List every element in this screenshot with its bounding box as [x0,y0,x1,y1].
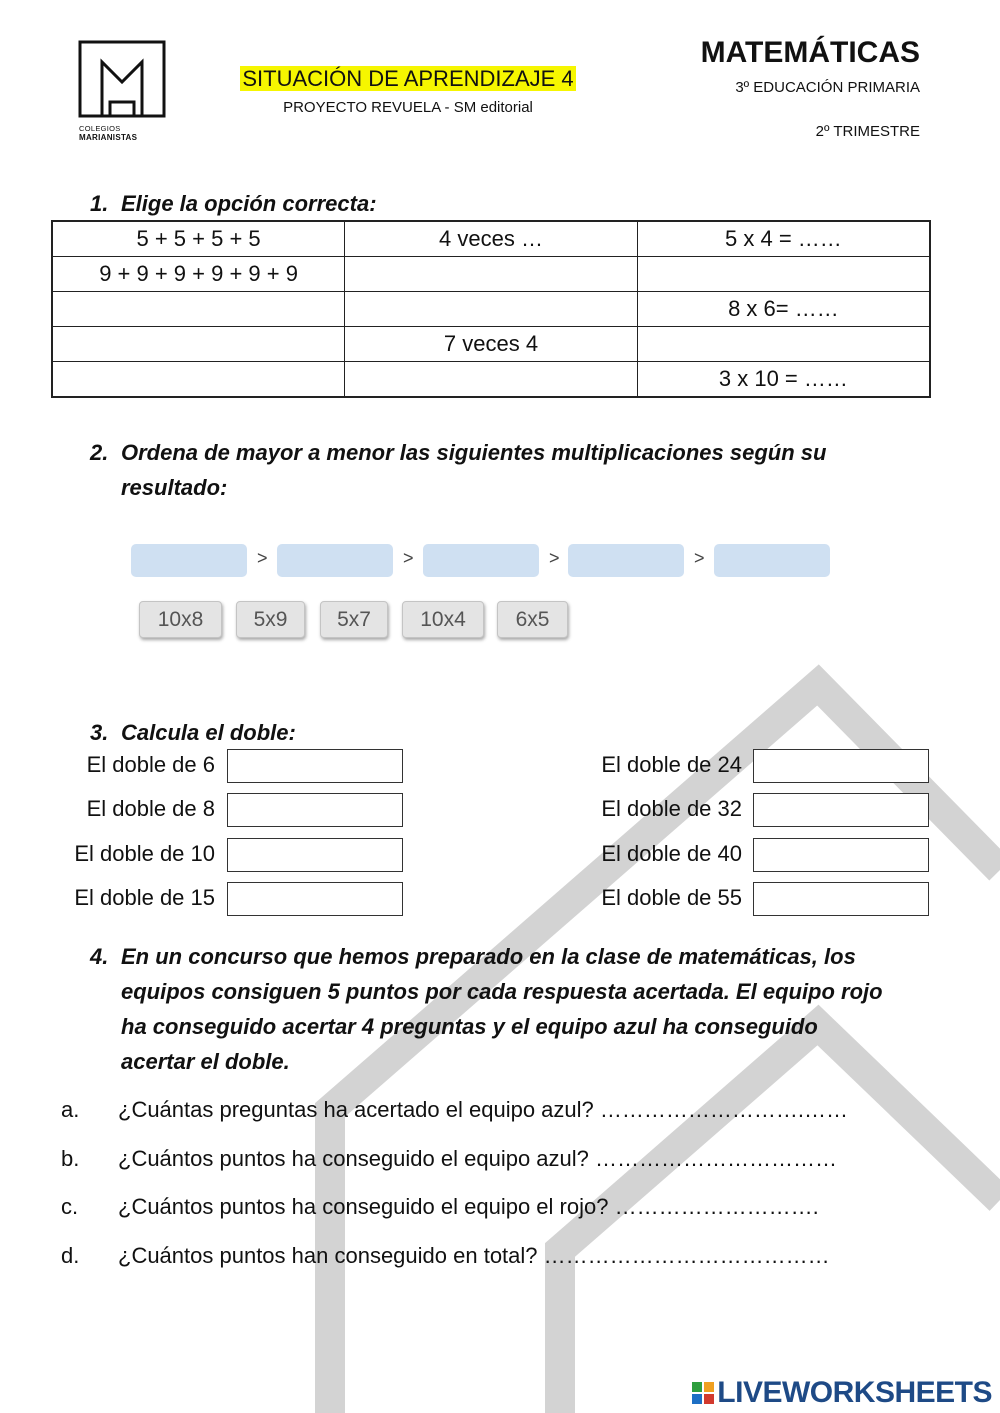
options-table [51,220,931,398]
draggable-chip[interactable]: 10x4 [402,601,484,638]
liveworksheets-logo-icon [692,1382,714,1404]
double-label: El doble de 32 [601,796,742,821]
logo-caption: COLEGIOS MARIANISTAS [79,124,138,142]
learning-situation-title: SITUACIÓN DE APRENDIZAJE 4 [242,66,574,91]
question-4-statement: 4. En un concurso que hemos preparado en la clase de matemáticas, los equipos consiguen 5 puntos por cada respuesta acertada. El equipo rojo ha conseguido acertar 4 preguntas y el equipo azul ha conseguido acertar el doble. [90,944,883,1074]
double-answer-input[interactable] [753,749,929,783]
double-answer-input[interactable] [227,838,403,872]
draggable-chip[interactable]: 5x9 [236,601,305,638]
grade-label: 3º EDUCACIÓN PRIMARIA [735,79,920,96]
table-cell[interactable]: 3 x 10 = …… [637,362,930,398]
table-cell[interactable] [52,327,345,362]
question-1-title: 1. Elige la opción correcta: [90,191,377,216]
double-label: El doble de 40 [601,841,742,866]
order-drop-slot[interactable] [714,544,830,577]
greater-than-sign: > [694,548,705,568]
table-row [52,257,930,292]
table-cell[interactable] [345,362,638,398]
liveworksheets-brand: LIVEWORKSHEETS [692,1376,992,1410]
table-cell[interactable]: 7 veces 4 [345,327,638,362]
double-answer-input[interactable] [227,749,403,783]
double-answer-input[interactable] [753,882,929,916]
table-row [52,362,930,398]
table-cell[interactable] [52,362,345,398]
term-label: 2º TRIMESTRE [815,123,920,140]
subject-title: MATEMÁTICAS [700,36,920,69]
table-row [52,327,930,362]
table-cell[interactable]: 8 x 6= …… [637,292,930,327]
draggable-chip[interactable]: 5x7 [320,601,388,638]
draggable-chip[interactable]: 10x8 [139,601,222,638]
double-label: El doble de 15 [74,885,215,910]
table-cell[interactable]: 5 x 4 = …… [637,221,930,257]
double-label: El doble de 10 [74,841,215,866]
draggable-chip[interactable]: 6x5 [497,601,568,638]
double-label: El doble de 24 [601,752,742,777]
table-cell[interactable] [345,257,638,292]
order-drop-slot[interactable] [568,544,684,577]
double-answer-input[interactable] [753,793,929,827]
table-cell[interactable] [637,257,930,292]
greater-than-sign: > [403,548,414,568]
table-cell[interactable] [52,292,345,327]
double-answer-input[interactable] [753,838,929,872]
double-answer-input[interactable] [227,793,403,827]
order-drop-slot[interactable] [131,544,247,577]
table-cell[interactable] [345,292,638,327]
order-drop-slot[interactable] [423,544,539,577]
table-cell[interactable] [637,327,930,362]
table-cell[interactable]: 9 + 9 + 9 + 9 + 9 + 9 [52,257,345,292]
question-2-title: 2. Ordena de mayor a menor las siguientes multiplicaciones según su resultado: [90,440,827,500]
double-answer-input[interactable] [227,882,403,916]
table-row [52,221,930,257]
greater-than-sign: > [549,548,560,568]
order-drop-slot[interactable] [277,544,393,577]
double-label: El doble de 55 [601,885,742,910]
question-3-title: 3. Calcula el doble: [90,720,296,745]
table-row [52,292,930,327]
greater-than-sign: > [257,548,268,568]
table-cell[interactable]: 5 + 5 + 5 + 5 [52,221,345,257]
double-label: El doble de 8 [86,796,215,821]
double-label: El doble de 6 [86,752,215,777]
table-cell[interactable]: 4 veces … [345,221,638,257]
project-subtitle: PROYECTO REVUELA - SM editorial [283,99,533,116]
